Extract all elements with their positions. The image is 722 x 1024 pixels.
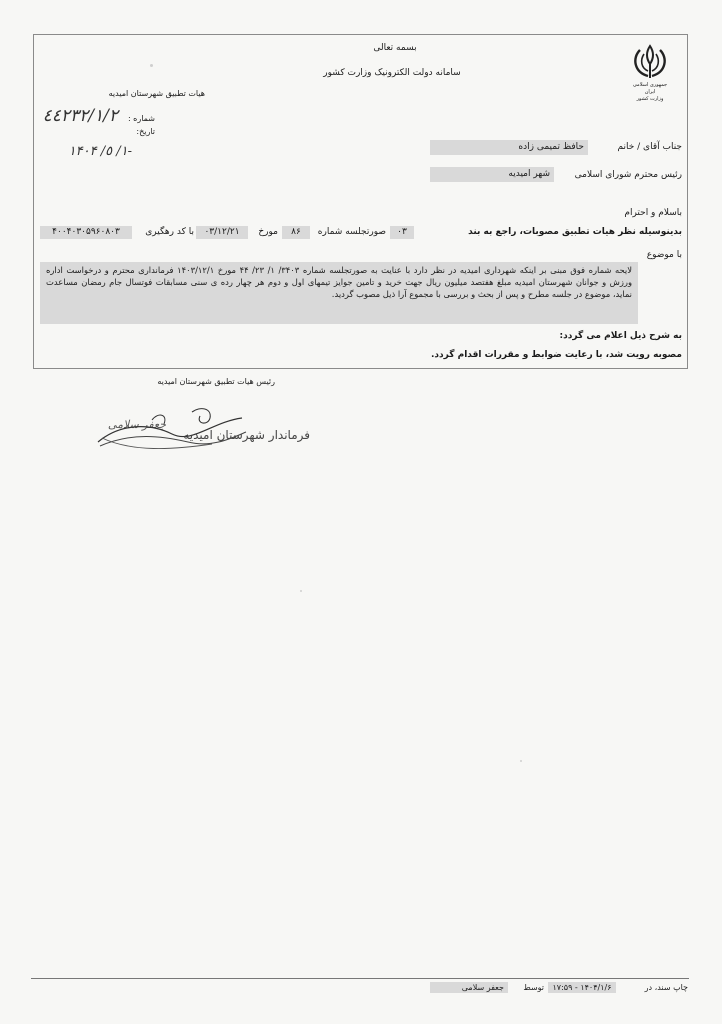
emblem-caption-1: جمهوری اسلامی ایران: [632, 82, 668, 95]
reference-date-label: مورخ: [258, 227, 278, 237]
handwritten-number: ٤٤٢٣٢/١/٢: [42, 106, 118, 126]
handwritten-signer-name: جعفر سلامی: [107, 418, 166, 431]
greeting: باسلام و احترام: [624, 208, 682, 218]
subject-text: لایحه شماره فوق مبنی بر اینکه شهرداری امیدیه در نظر دارد با عنایت به صورتجلسه شماره ۳۴۰۳/ ۱/ ۲۳/ ۴۴ مورخ ۱۴۰۳/۱۲/۱ فرمانداری محترم و درخواست اداره ورزش و جوانان شهرستان امیدیه مبلغ هفتصد میلیون ریال جهت خرید و تامین جوایز تیمهای اول و دوم هر چهار رده ی سنی مسابقات فوتسال جام رمضان مساعدت نماید، موضوع در جلسه مطرح و پس از بحث و بررسی با مجموع آرا ذیل مصوب گردید.: [40, 262, 638, 324]
announce-line: به شرح ذیل اعلام می گردد:: [559, 331, 682, 341]
salutation-label: جناب آقای / خانم: [617, 142, 682, 152]
print-by-label: توسط: [523, 983, 544, 992]
minutes-label: صورتجلسه شماره: [317, 227, 386, 237]
recipient-city: شهر امیدیه: [430, 167, 554, 182]
reference-date: ۰۳/۱۲/۲۱: [196, 226, 248, 239]
date-label: تاریخ:: [136, 127, 155, 136]
number-label: شماره :: [127, 114, 155, 123]
reference-clause: ۰۳: [390, 226, 414, 239]
reference-intro: بدینوسیله نظر هیات تطبیق مصوبات، راجع به بند: [468, 227, 682, 237]
tracking-label: با کد رهگیری: [145, 227, 194, 237]
scan-speck: [300, 590, 302, 592]
signature-title: رئیس هیات تطبیق شهرستان امیدیه: [157, 377, 275, 386]
minutes-number: ۸۶: [282, 226, 310, 239]
bismillah-title: بسمه تعالی: [373, 43, 417, 53]
iran-emblem-logo: [628, 42, 672, 104]
emblem-caption-2: وزارت کشور: [636, 96, 664, 102]
board-name: هیات تطبیق شهرستان امیدیه: [108, 89, 205, 98]
printed-by: جعفر سلامی: [430, 982, 508, 993]
recipient-name: حافظ تمیمی زاده: [430, 140, 588, 155]
recipient-title-label: رئیس محترم شورای اسلامی: [574, 170, 682, 180]
subject-label: با موضوع: [646, 250, 682, 260]
decision-text: مصوبه رویت شد، با رعایت ضوابط و مقررات اقدام گردد.: [431, 350, 682, 360]
print-datetime: ۱۷:۵۹ - ۱۴۰۴/۱/۶: [548, 982, 616, 993]
system-title: سامانه دولت الکترونیک وزارت کشور: [323, 68, 461, 78]
footer-divider: [31, 978, 689, 979]
handwritten-date: ١۴٠۴ /١/ ٥-: [68, 144, 132, 159]
scan-speck: [150, 64, 153, 67]
tracking-code: ۴۰۰۴۰۳۰۵۹۶۰۸۰۳: [40, 226, 132, 239]
scan-speck: [520, 760, 522, 762]
print-label: چاپ سند، در: [644, 983, 688, 992]
signer-position: فرماندار شهرستان امیدیه: [183, 428, 310, 442]
